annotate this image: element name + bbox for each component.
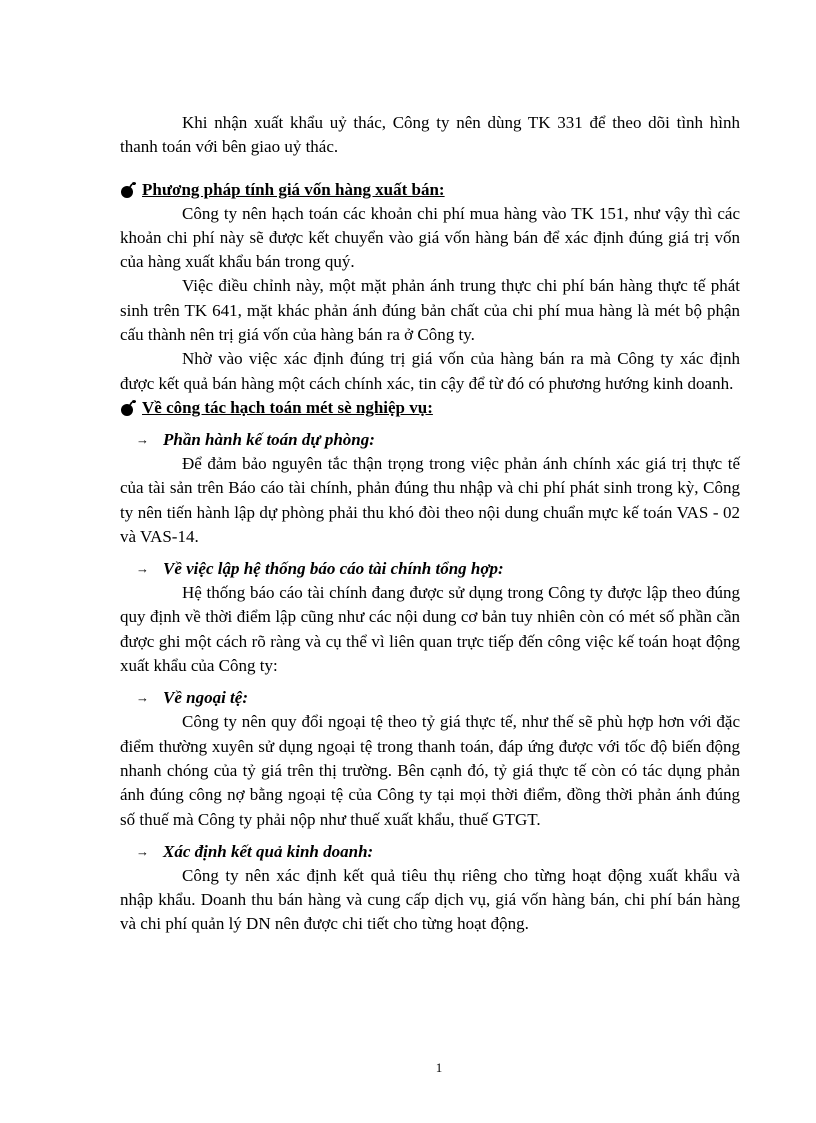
- intro-paragraph: Khi nhận xuất khẩu uỷ thác, Công ty nên dùng TK 331 để theo dõi tình hình thanh toán với bên giao uỷ thác.: [120, 113, 740, 157]
- section-heading-accounting: [120, 396, 740, 420]
- page-number: 1: [435, 1060, 443, 1075]
- section-heading-cost-method: [120, 178, 740, 202]
- bomb-icon: [120, 181, 140, 199]
- subheading-text: Phần hành kế toán dự phòng:: [163, 429, 375, 449]
- section-heading-text: Phương pháp tính giá vốn hàng xuất bán:: [142, 179, 445, 199]
- financial-reports-paragraph: Hệ thống báo cáo tài chính đang được sử dụng trong Công ty được lập theo đúng quy định về thời điểm lập cũng như các nội dung cơ bản tuy nhiên còn có mét số phần cần được ghi một cách rõ ràng và cụ thể vì liên quan trực tiếp đến công việc kế toán hoạt động xuất khẩu của Công ty:: [120, 583, 740, 676]
- business-results-paragraph: Công ty nên xác định kết quả tiêu thụ riêng cho từng hoạt động xuất khẩu và nhập khẩu. Doanh thu bán hàng và cung cấp dịch vụ, giá vốn hàng bán, chi phí bán hàng và chi phí quản lý DN nên được chi tiết cho từng hoạt động.: [120, 865, 740, 934]
- foreign-currency-paragraph: Công ty nên quy đổi ngoại tệ theo tỷ giá thực tế, như thế sẽ phù hợp hơn với đặc điểm thường xuyên sử dụng ngoại tệ trong thanh toán, đáp ứng được với tốc độ biến động nhanh chóng của tỷ giá trên thị trường. Bên cạnh đó, tỷ giá thực tế còn có tác dụng phản ánh đúng công nợ bằng ngoại tệ của Công ty tại mọi thời điểm, đồng thời phản ánh đúng số thuế mà Công ty phải nộp như thuế xuất khẩu, thuế GTGT.: [120, 712, 740, 829]
- provision-paragraph: Để đảm bảo nguyên tắc thận trọng trong việc phản ánh chính xác giá trị thực tế của tài sản trên Báo cáo tài chính, phản đúng thu nhập và chi phí phát sinh trong kỳ, Công ty nên tiến hành lập dự phòng phải thu khó đòi theo nội dung chuẩn mực kế toán VAS - 02 và VAS-14.: [120, 453, 740, 546]
- arrow-right-icon: →: [136, 690, 149, 706]
- subheading-financial-reports: [120, 557, 740, 581]
- cost-paragraph-3: Nhờ vào việc xác định đúng trị giá vốn của hàng bán ra mà Công ty xác định được kết quả bán hàng một cách chính xác, tin cậy để từ đó có phương hướng kinh doanh.: [120, 349, 740, 393]
- cost-paragraph-2: Việc điều chỉnh này, một mặt phản ánh trung thực chi phí bán hàng thực tế phát sinh trên TK 641, mặt khác phản ánh đúng bản chất của chi phí mua hàng là mét bộ phận cấu thành nên trị giá vốn của hàng bán ra ở Công ty.: [120, 276, 740, 345]
- cost-paragraph-1: Công ty nên hạch toán các khoản chi phí mua hàng vào TK 151, như vậy thì các khoản chi phí này sẽ được kết chuyển vào giá vốn hàng bán để xác định đúng giá trị vốn của hàng xuất khẩu bán trong quý.: [120, 203, 740, 272]
- arrow-right-icon: →: [136, 561, 149, 577]
- subheading-text: Về việc lập hệ thống báo cáo tài chính tổng hợp:: [163, 559, 504, 579]
- document-body: [120, 111, 740, 937]
- subheading-provision: [120, 428, 740, 452]
- arrow-right-icon: →: [136, 843, 149, 859]
- subheading-text: Xác định kết quả kinh doanh:: [163, 841, 374, 861]
- subheading-foreign-currency: [120, 686, 740, 710]
- section-heading-text: Về công tác hạch toán mét sè nghiệp vụ:: [142, 397, 433, 417]
- bomb-icon: [120, 399, 140, 417]
- subheading-business-results: [120, 840, 740, 864]
- subheading-text: Về ngoại tệ:: [163, 688, 248, 708]
- arrow-right-icon: →: [136, 431, 149, 447]
